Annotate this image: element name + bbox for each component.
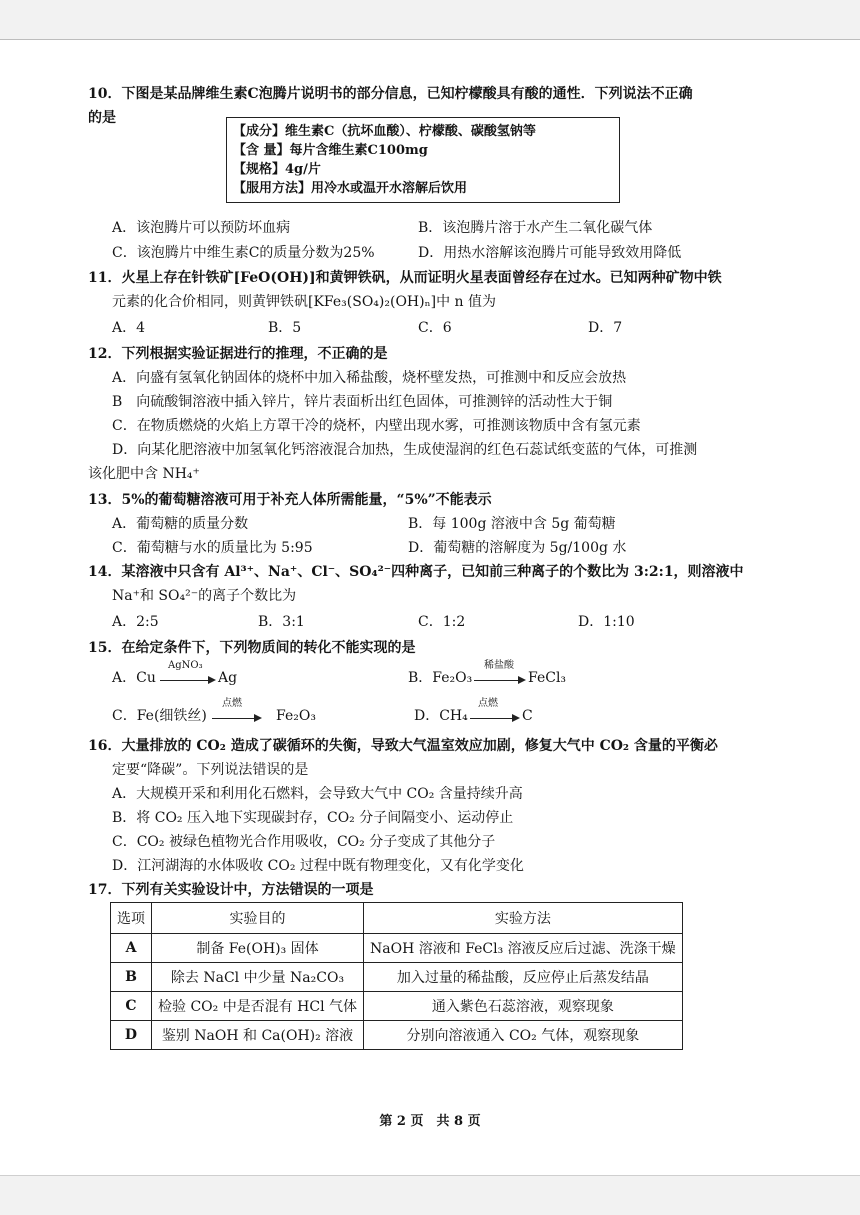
row-method: 通入紫色石蕊溶液，观察现象 [364, 992, 683, 1021]
q12-option-a: A．向盛有氢氧化钠固体的烧杯中加入稀盐酸，烧杯壁发热，可推测中和反应会放热 [112, 370, 627, 386]
q14-stem-cont: Na⁺和 SO₄²⁻的离子个数比为 [112, 588, 297, 604]
q10-stem: 10．下图是某品牌维生素C泡腾片说明书的部分信息，已知柠檬酸具有酸的通性．下列说法不正确 [88, 86, 693, 102]
q12-option-d-cont: 该化肥中含 NH₄⁺ [88, 466, 200, 482]
q14-option-a: A．2:5 [112, 614, 159, 630]
q15-d-product: C [522, 708, 533, 724]
table-row [111, 992, 683, 1021]
q17-stem: 17．下列有关实验设计中，方法错误的一项是 [88, 882, 374, 898]
table-row [111, 934, 683, 963]
row-method: 加入过量的稀盐酸，反应停止后蒸发结晶 [364, 963, 683, 992]
q15-a-reactant: A．Cu [112, 670, 156, 686]
q15-a-product: Ag [218, 670, 238, 686]
q15-b-condition: 稀盐酸 [484, 660, 514, 671]
row-method: 分别向溶液通入 CO₂ 气体，观察现象 [364, 1021, 683, 1050]
q16-option-a: A．大规模开采和利用化石燃料，会导致大气中 CO₂ 含量持续升高 [112, 786, 523, 802]
row-purpose: 除去 NaCl 中少量 Na₂CO₃ [152, 963, 364, 992]
bottom-divider [0, 1175, 860, 1176]
q16-option-d: D．江河湖海的水体吸收 CO₂ 过程中既有物理变化，又有化学变化 [112, 858, 524, 874]
q16-stem-cont: 定要“降碳”。下列说法错误的是 [112, 762, 309, 778]
info-content: 【含 量】每片含维生素C100mg [233, 143, 428, 158]
q12-option-d: D．向某化肥溶液中加氢氧化钙溶液混合加热，生成使湿润的红色石蕊试纸变蓝的气体，可推测 [112, 442, 698, 458]
row-purpose: 检验 CO₂ 中是否混有 HCl 气体 [152, 992, 364, 1021]
row-purpose: 鉴别 NaOH 和 Ca(OH)₂ 溶液 [152, 1021, 364, 1050]
info-usage: 【服用方法】用冷水或温开水溶解后饮用 [233, 181, 468, 196]
row-option: A [111, 934, 152, 963]
q11-option-c: C．6 [418, 320, 452, 336]
q12-option-c: C．在物质燃烧的火焰上方罩干冷的烧杯，内壁出现水雾，可推测该物质中含有氢元素 [112, 418, 641, 434]
q16-stem: 16．大量排放的 CO₂ 造成了碳循环的失衡，导致大气温室效应加剧，修复大气中 CO₂ 含量的平衡必 [88, 738, 718, 754]
reaction-arrow [212, 718, 260, 719]
info-ingredients: 【成分】维生素C（抗坏血酸）、柠檬酸、碳酸氢钠等 [233, 124, 536, 139]
row-method: NaOH 溶液和 FeCl₃ 溶液反应后过滤、洗涤干燥 [364, 934, 683, 963]
q15-c-condition: 点燃 [222, 698, 242, 709]
q13-stem: 13．5%的葡萄糖溶液可用于补充人体所需能量，“5%”不能表示 [88, 492, 492, 508]
header-option: 选项 [111, 903, 152, 934]
q15-c-reactant: C．Fe(细铁丝) [112, 708, 207, 724]
row-option: D [111, 1021, 152, 1050]
table-row [111, 1021, 683, 1050]
q10-option-c: C．该泡腾片中维生素C的质量分数为25% [112, 245, 375, 261]
q10-option-d: D．用热水溶解该泡腾片可能导致效用降低 [418, 245, 682, 261]
row-purpose: 制备 Fe(OH)₃ 固体 [152, 934, 364, 963]
q13-option-b: B．每 100g 溶液中含 5g 葡萄糖 [408, 516, 616, 532]
q10-option-a: A．该泡腾片可以预防坏血病 [112, 220, 291, 236]
reaction-arrow [160, 680, 214, 681]
q14-stem: 14．某溶液中只含有 Al³⁺、Na⁺、Cl⁻、SO₄²⁻四种离子，已知前三种离子的个数比为 3:2:1，则溶液中 [88, 564, 744, 580]
q11-option-a: A．4 [112, 320, 146, 336]
q15-d-condition: 点燃 [478, 698, 498, 709]
q15-d-reactant: D．CH₄ [414, 708, 468, 724]
q10-stem-cont: 的是 [88, 110, 116, 126]
header-purpose: 实验目的 [152, 903, 364, 934]
q12-stem: 12．下列根据实验证据进行的推理，不正确的是 [88, 346, 388, 362]
q15-b-product: FeCl₃ [528, 670, 567, 686]
q11-stem: 11．火星上存在针铁矿[FeO(OH)]和黄钾铁矾，从而证明火星表面曾经存在过水。已知两种矿物中铁 [88, 270, 722, 286]
page-footer: 第 2 页 共 8 页 [379, 1114, 481, 1129]
q14-option-c: C．1:2 [418, 614, 466, 630]
q10-option-b: B．该泡腾片溶于水产生二氧化碳气体 [418, 220, 653, 236]
q14-option-b: B．3:1 [258, 614, 305, 630]
reaction-arrow [470, 718, 518, 719]
q13-option-c: C．葡萄糖与水的质量比为 5:95 [112, 540, 313, 556]
q15-b-reactant: B．Fe₂O₃ [408, 670, 473, 686]
q14-option-d: D．1:10 [578, 614, 635, 630]
q11-option-d: D．7 [588, 320, 623, 336]
q10-info-box [226, 117, 620, 203]
q11-stem-cont: 元素的化合价相同，则黄钾铁矾[KFe₃(SO₄)₂(OH)ₙ]中 n 值为 [112, 294, 497, 310]
header-method: 实验方法 [364, 903, 683, 934]
row-option: B [111, 963, 152, 992]
q16-option-b: B．将 CO₂ 压入地下实现碳封存，CO₂ 分子间隔变小、运动停止 [112, 810, 514, 826]
q15-stem: 15．在给定条件下，下列物质间的转化不能实现的是 [88, 640, 416, 656]
q15-a-condition: AgNO₃ [168, 660, 203, 671]
q13-option-d: D．葡萄糖的溶解度为 5g/100g 水 [408, 540, 627, 556]
q15-c-product: Fe₂O₃ [276, 708, 316, 724]
q13-option-a: A．葡萄糖的质量分数 [112, 516, 249, 532]
reaction-arrow [474, 680, 524, 681]
table-header-row [111, 903, 683, 934]
q16-option-c: C．CO₂ 被绿色植物光合作用吸收，CO₂ 分子变成了其他分子 [112, 834, 496, 850]
q12-option-b: B 向硫酸铜溶液中插入锌片，锌片表面析出红色固体，可推测锌的活动性大于铜 [112, 394, 613, 410]
experiment-table [110, 902, 683, 1050]
q11-option-b: B．5 [268, 320, 302, 336]
info-spec: 【规格】4g/片 [233, 162, 321, 177]
table-row [111, 963, 683, 992]
row-option: C [111, 992, 152, 1021]
